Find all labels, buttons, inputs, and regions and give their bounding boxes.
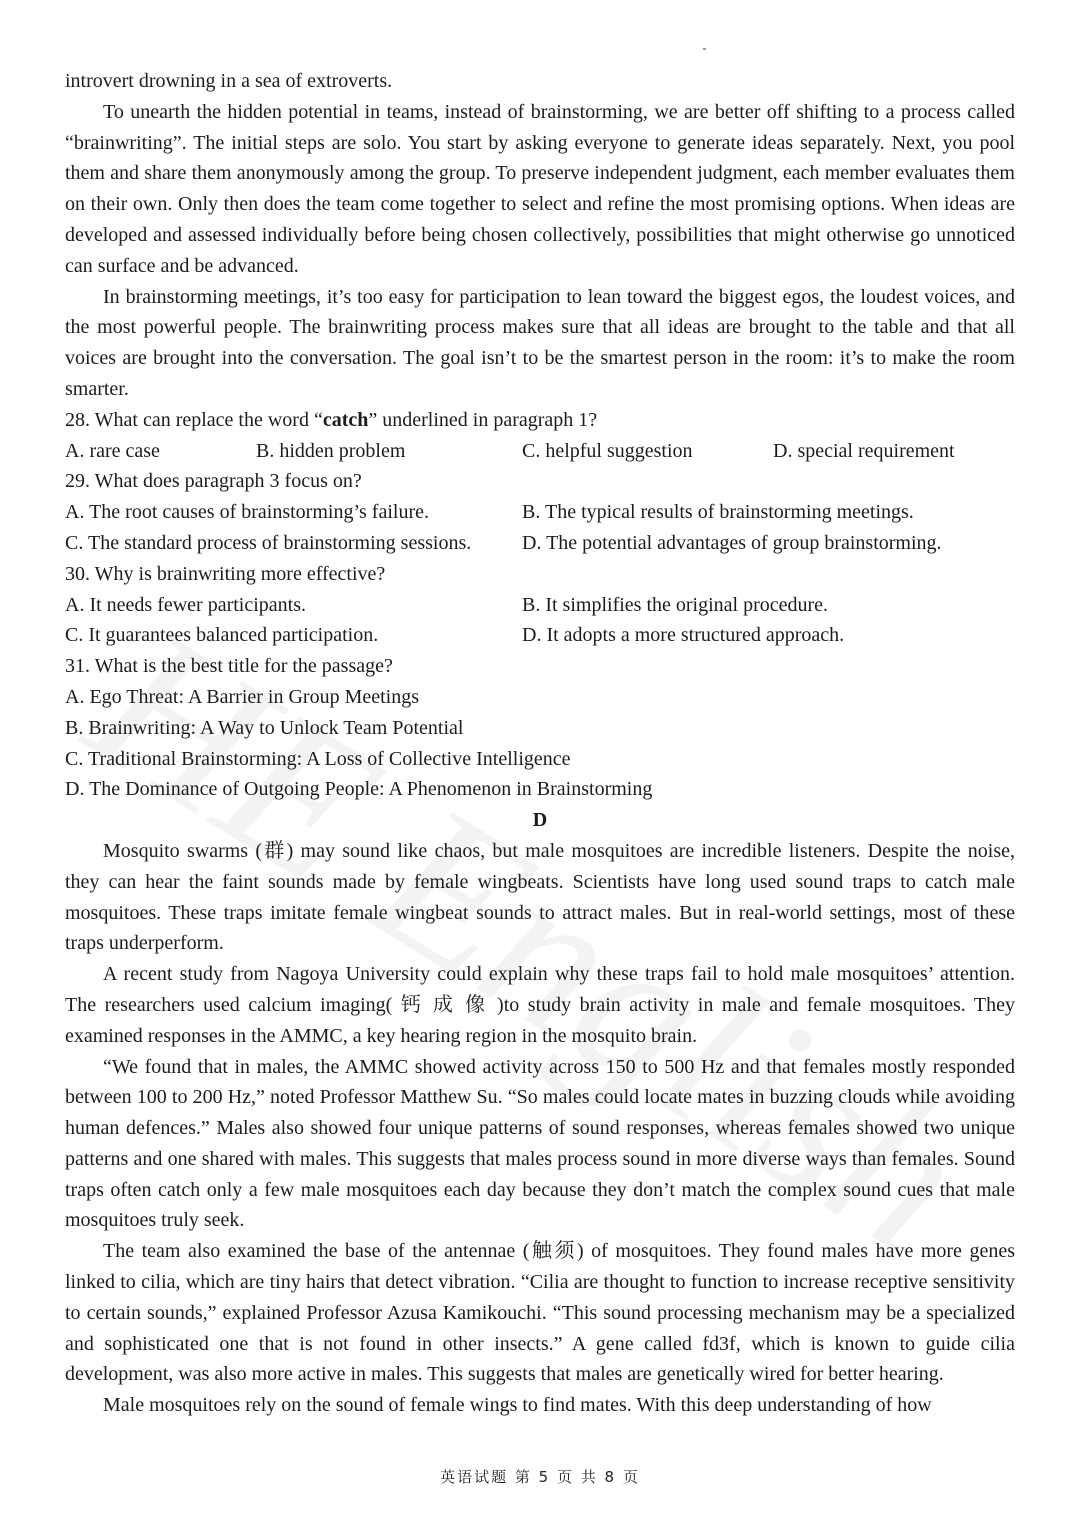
- question-28-options: [65, 436, 1015, 467]
- option-a: A. The root causes of brainstorming’s failure.: [65, 501, 429, 524]
- question-30-options-cd: [65, 620, 1015, 651]
- scan-speck: [703, 48, 706, 50]
- option-c: C. Traditional Brainstorming: A Loss of Collective Intelligence: [65, 747, 571, 770]
- underlined-word: catch: [322, 408, 369, 431]
- passage-d-paragraph: “We found that in males, the AMMC showed activity across 150 to 500 Hz and that females mostly responded between 100 to 200 Hz,” noted Professor Matthew Su. “So males could locate mates in buzzing clouds while avoiding human defences.” Males also showed four unique patterns of sound responses, whereas females showed two unique patterns and one shared with males. This suggests that males process sound in more diverse ways than females. Sound traps often catch only a few male mosquitoes each day because they don’t match the complex sound cues that male mosquitoes truly seek.: [65, 1055, 1015, 1232]
- question-29-options-cd: [65, 528, 1015, 559]
- option-c: C. The standard process of brainstorming sessions.: [65, 531, 472, 554]
- question-28-stem: 28. What can replace the word “catch” underlined in paragraph 1?: [65, 408, 598, 431]
- option-d: D. special requirement: [773, 439, 955, 462]
- option-a: A. It needs fewer participants.: [65, 593, 307, 616]
- passage-c-paragraph: introvert drowning in a sea of extroverts.: [65, 70, 393, 92]
- passage-d-title: D: [532, 809, 548, 832]
- option-c: C. helpful suggestion: [522, 439, 693, 462]
- option-a: A. Ego Threat: A Barrier in Group Meetings: [65, 685, 420, 708]
- passage-d-paragraph: The team also examined the base of the antennae (触须) of mosquitoes. They found males have more genes linked to cilia, which are tiny hairs that detect vibration. “Cilia are thought to function to increase receptive sensitivity to certain sounds,” explained Professor Azusa Kamikouchi. “This sound processing mechanism may be a specialized and sophisticated one that is not found in other insects.” A gene called fd3f, which is known to guide cilia development, was also more active in males. This suggests that males are genetically wired for better hearing.: [65, 1240, 1015, 1386]
- question-29-stem: 29. What does paragraph 3 focus on?: [65, 470, 362, 493]
- page-content: [65, 66, 1015, 1421]
- option-b: B. Brainwriting: A Way to Unlock Team Potential: [65, 716, 464, 739]
- option-b: B. hidden problem: [256, 439, 406, 462]
- option-b: B. The typical results of brainstorming meetings.: [522, 501, 914, 524]
- option-b: B. It simplifies the original procedure.: [522, 593, 829, 616]
- question-30-options-ab: [65, 590, 1015, 621]
- passage-d-paragraph: Mosquito swarms (群) may sound like chaos, but male mosquitoes are incredible listeners. Despite the noise, they can hear the faint sounds made by female wingbeats. Scientists have long used sound traps to catch male mosquitoes. These traps imitate female wingbeat sounds to attract males. But in real-world settings, most of these traps underperform.: [65, 839, 1015, 955]
- passage-d-paragraph: Male mosquitoes rely on the sound of female wings to find mates. With this deep understanding of how: [103, 1394, 932, 1417]
- passage-d-paragraph: A recent study from Nagoya University could explain why these traps fail to hold male mosquitoes’ attention. The researchers used calcium imaging( 钙 成 像 )to study brain activity in male and female mosquitoes. They examined responses in the AMMC, a key hearing region in the mosquito brain.: [65, 963, 1015, 1047]
- option-d: D. The potential advantages of group brainstorming.: [522, 531, 942, 554]
- question-29-options-ab: [65, 497, 1015, 528]
- option-d: D. It adopts a more structured approach.: [522, 624, 845, 647]
- passage-c-paragraph: To unearth the hidden potential in teams, instead of brainstorming, we are better off shifting to a process called “brainwriting”. The initial steps are solo. You start by asking everyone to generate ideas separately. Next, you pool them and share them anonymously among the group. To preserve independent judgment, each member evaluates them on their own. Only then does the team come together to select and refine the most promising options. When ideas are developed and assessed individually before being chosen collectively, possibilities that might otherwise go unnoticed can surface and be advanced.: [65, 100, 1015, 277]
- passage-c-paragraph: In brainstorming meetings, it’s too easy for participation to lean toward the biggest egos, the loudest voices, and the most powerful people. The brainwriting process makes sure that all ideas are brought to the table and that all voices are brought into the conversation. The goal isn’t to be the smartest person in the room: it’s to make the room smarter.: [65, 285, 1015, 400]
- option-d: D. The Dominance of Outgoing People: A Phenomenon in Brainstorming: [65, 778, 653, 801]
- option-a: A. rare case: [65, 439, 160, 462]
- option-c: C. It guarantees balanced participation.: [65, 624, 379, 647]
- question-31-stem: 31. What is the best title for the passage?: [65, 655, 393, 678]
- question-30-stem: 30. Why is brainwriting more effective?: [65, 562, 386, 585]
- page-footer: 英语试题 第 5 页 共 8 页: [440, 1468, 640, 1486]
